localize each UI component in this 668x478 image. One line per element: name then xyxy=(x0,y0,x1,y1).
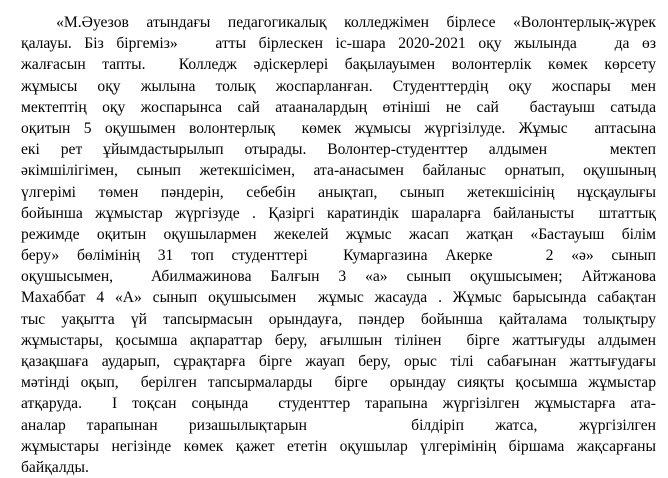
document-line: қалауы. Біз біргеміз» атты бірлескен іс-шара 2020-2021 оқу жылында да өз xyxy=(21,35,656,53)
document-line: тыс уақытта үй тапсырмасын орындауға, пәндер бойынша қайталама толықтыру xyxy=(21,310,656,328)
document-line: атқаруда. І тоқсан соңында студенттер тарапына жүргізілген жұмыстарға ата- xyxy=(21,395,656,413)
document-line: бойынша жұмыстар жүргізуде . Қазіргі каратиндік шараларға байланысты штаттық xyxy=(21,204,656,222)
document-line: үлгерімі төмен пәндерін, себебін анықтап, сынып жетекшісінің нұсқаулығы xyxy=(21,183,656,201)
document-line: мәтінді оқып, берілген тапсырмаларды бірге орындау сияқты қосымша жұмыстар xyxy=(21,374,656,392)
document-line: қазақшаға аударып, сұрақтарға бірге жауап беру, орыс тілі сабағынан жаттығудағы xyxy=(21,353,656,370)
document-line: жұмысы оқу жылына толық жоспарланған. Студенттердің оқу жоспары мен xyxy=(21,77,656,95)
document-line: байқалды. xyxy=(21,458,89,476)
document-body xyxy=(21,12,656,478)
document-line: әкімшілігімен, сынып жетекшісімен, ата-анасымен байланыс орнатып, оқушының xyxy=(21,162,656,180)
document-line: жалғасын тапты. Колледж әдіскерлері бақылауымен волонтерлік көмек көрсету xyxy=(21,56,656,74)
document-line: екі рет ұйымдастырылып отырады. Волонтер-студенттер алдымен мектеп xyxy=(21,141,656,159)
document-line: жұмыстары негізінде көмек қажет ететін оқушылар үлгерімінің біршама жақсарғаны xyxy=(21,437,656,455)
document-line: «М.Әуезов атындағы педагогикалық колледжімен бірлесе «Волонтерлық-жүрек xyxy=(21,14,656,31)
document-line: Махаббат 4 «А» сынып оқушысымен жұмыс жасауда . Жұмыс барысында сабақтан xyxy=(21,289,656,307)
document-line: оқитын 5 оқушымен волонтерлық көмек жұмысы жүргізілуде. Жұмыс аптасына xyxy=(21,119,656,137)
document-line: мектептің оқу жоспарынса сай атааналардың өтініші не сай бастауыш сатыда xyxy=(21,98,656,116)
document-line: режимде оқитын оқушылармен жекелей жұмыс жасап жатқан «Бастауыш білім xyxy=(21,225,656,243)
document-line: аналар тарапынан ризашылықтарын білдіріп жатса, жүргізілген xyxy=(21,416,656,434)
document-line: оқушысымен, Абилмажинова Балғын 3 «а» сынып оқушысымен; Айтжанова xyxy=(21,268,656,286)
document-line: беру» бөлімінің 31 топ студенттері Кумаргазина Акерке 2 «ә» сынып xyxy=(21,247,656,265)
document-line: жұмыстары, қосымша ақпараттар беру, ағылшын тілінен бірге жаттығуды алдымен xyxy=(21,331,656,349)
